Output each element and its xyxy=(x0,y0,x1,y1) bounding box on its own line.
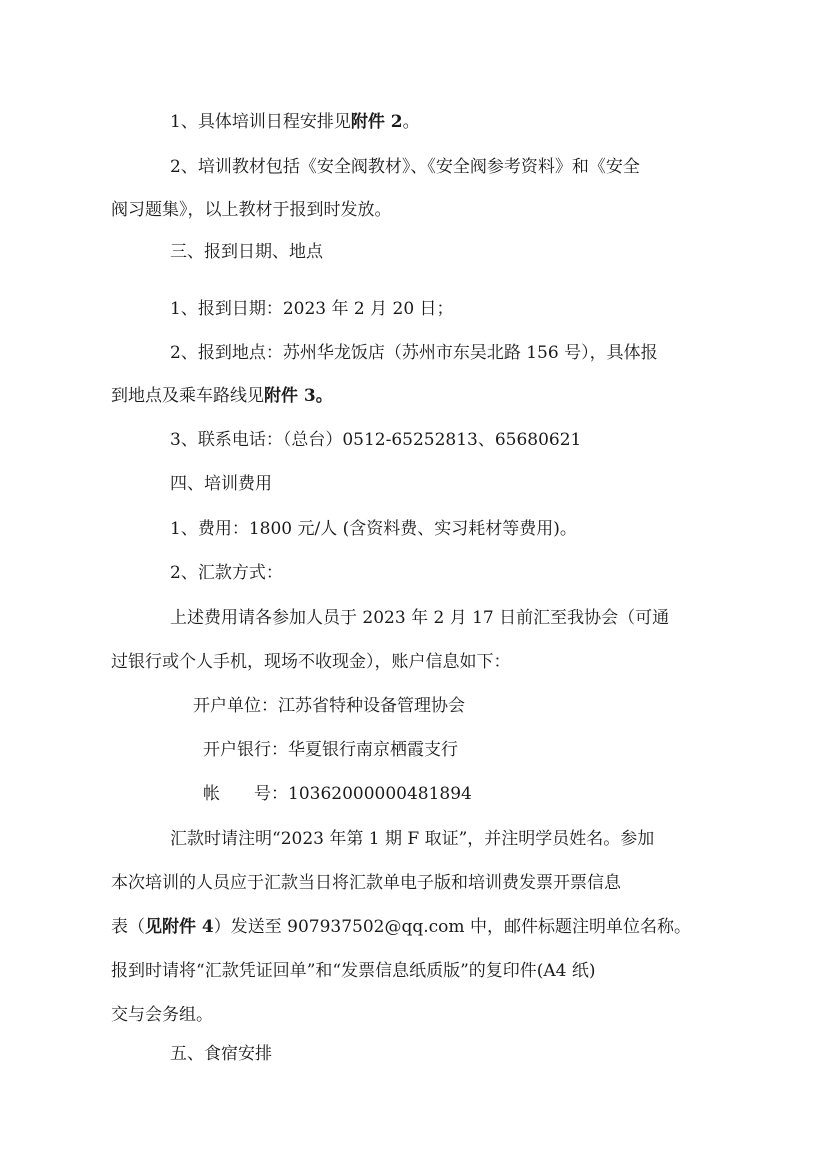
payment-line-2: 过银行或个人手机，现场不收现金），账户信息如下： xyxy=(111,652,511,672)
payment-line-1: 上述费用请各参加人员于 2023 年 2 月 17 日前汇至我协会（可通 xyxy=(170,608,670,628)
contact-phone: 3、联系电话：（总台）0512-65252813、65680621 xyxy=(170,430,582,450)
route-text: 到地点及乘车路线见 xyxy=(111,386,264,406)
report-location-line-1: 2、报到地点：苏州华龙饭店（苏州市东吴北路 156 号），具体报 xyxy=(170,343,658,363)
remit-note-line-4: 报到时请将“汇款凭证回单”和“发票信息纸质版”的复印件(A4 纸) xyxy=(111,961,596,981)
account-number: 10362000000481894 xyxy=(288,784,472,804)
report-location-line-2 xyxy=(111,384,333,408)
remit-note-pre: 表（ xyxy=(111,917,145,937)
account-bank: 开户银行：华夏银行南京栖霞支行 xyxy=(203,740,458,760)
materials-line-1: 2、培训教材包括《安全阀教材》、《安全阀参考资料》和《安全 xyxy=(170,157,640,177)
schedule-text: 1、具体培训日程安排见 xyxy=(170,112,351,132)
schedule-paragraph xyxy=(170,110,420,134)
fee-line: 1、费用：1800 元/人 (含资料费、实习耗材等费用)。 xyxy=(170,519,577,539)
section-5-heading: 五、食宿安排 xyxy=(170,1044,272,1064)
account-number-label: 帐 号： xyxy=(203,784,288,804)
attachment-4-ref: 见附件 4 xyxy=(145,917,214,937)
account-unit: 开户单位：江苏省特种设备管理协会 xyxy=(193,696,465,716)
section-4-heading: 四、培训费用 xyxy=(170,474,272,494)
attachment-2-ref: 附件 2 xyxy=(350,112,403,132)
attachment-3-ref: 附件 3。 xyxy=(264,386,333,406)
remit-note-line-1: 汇款时请注明“2023 年第 1 期 F 取证”，并注明学员姓名。参加 xyxy=(170,829,655,849)
section-3-heading: 三、报到日期、地点 xyxy=(170,242,323,262)
report-date: 1、报到日期：2023 年 2 月 20 日； xyxy=(170,299,454,319)
remit-note-line-2: 本次培训的人员应于汇款当日将汇款单电子版和培训费发票开票信息 xyxy=(111,873,621,893)
schedule-tail: 。 xyxy=(402,112,420,132)
account-number-line xyxy=(203,782,472,806)
remit-note-email: ）发送至 907937502@qq.com 中，邮件标题注明单位名称。 xyxy=(213,917,691,937)
materials-line-2: 阀习题集》，以上教材于报到时发放。 xyxy=(111,200,392,220)
remit-note-line-5: 交与会务组。 xyxy=(111,1005,213,1025)
remit-note-line-3 xyxy=(111,915,691,939)
payment-method-heading: 2、汇款方式： xyxy=(170,563,283,583)
